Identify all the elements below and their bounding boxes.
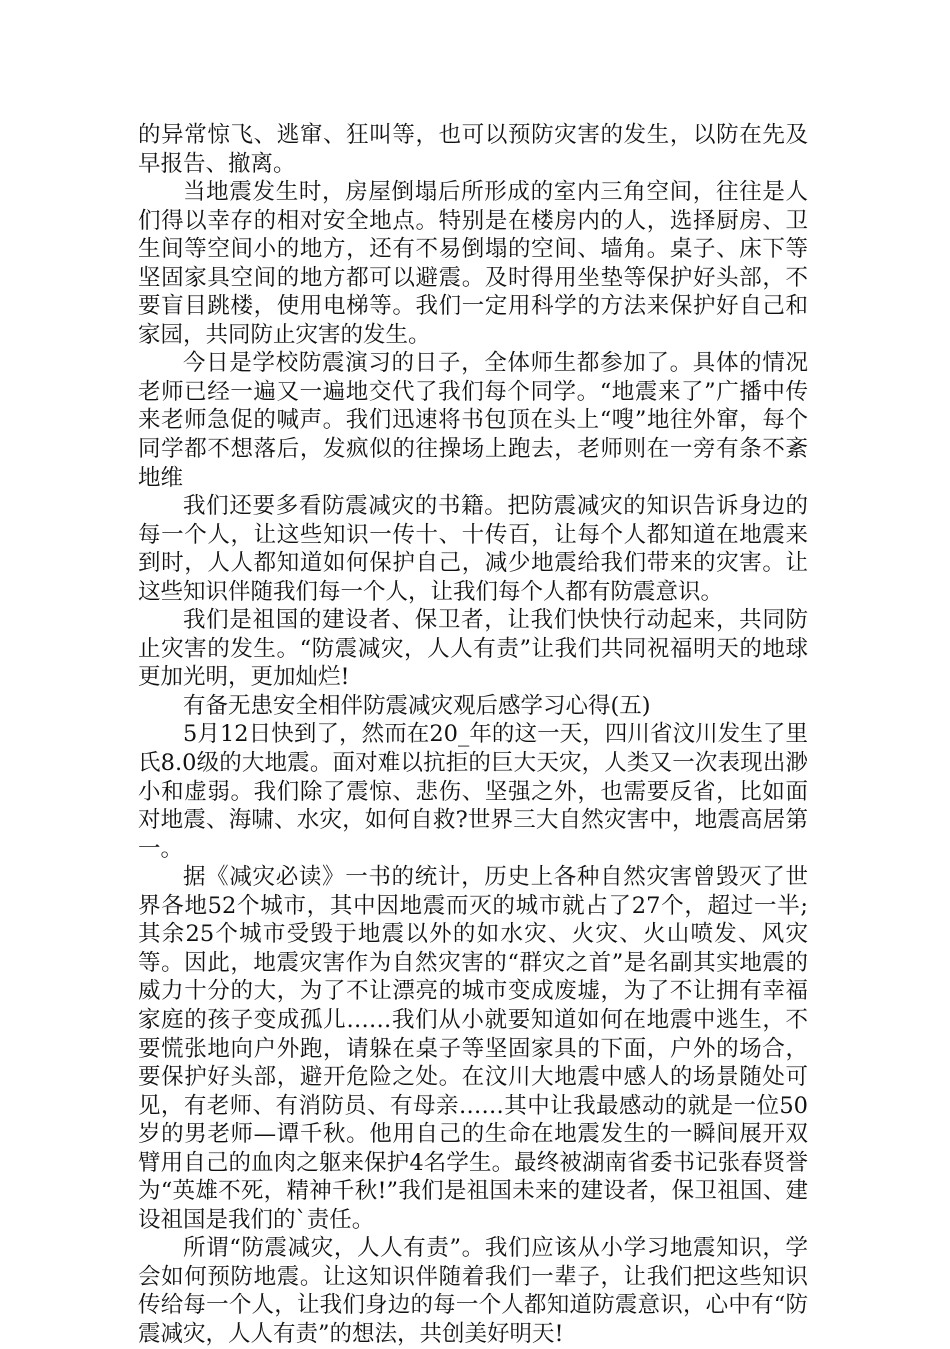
paragraph-builders: 我们是祖国的建设者、保卫者，让我们快快行动起来，共同防止灾害的发生。“防震减灾，人人有责”让我们共同祝福明天的地球更加光明，更加灿烂!: [138, 607, 808, 691]
paragraph-read-books: 我们还要多看防震减灾的书籍。把防震减灾的知识告诉身边的每一个人，让这些知识一传十、十传百，让每个人都知道在地震来到时，人人都知道如何保护自己，减少地震给我们带来的灾害。让这些知识伴随我们每一个人，让我们每个人都有防震意识。: [138, 493, 808, 605]
paragraph-school-drill: 今日是学校防震演习的日子，全体师生都参加了。具体的情况老师已经一遍又一遍地交代了我们每个同学。“地震来了”广播中传来老师急促的喊声。我们迅速将书包顶在头上“嗖”地往外窜，每个同学都不想落后，发疯似的往操场上跑去，老师则在一旁有条不紊地维: [138, 350, 808, 491]
section-heading: 有备无患安全相伴防震减灾观后感学习心得(五): [183, 692, 651, 719]
paragraph-may-12: 5月12日快到了，然而在20_年的这一天，四川省汶川发生了里氏8.0级的大地震。面对难以抗拒的巨大天灾，人类又一次表现出渺小和虚弱。我们除了震惊、悲伤、坚强之外，也需要反省，比如面对地震、海啸、水灾，如何自救?世界三大自然灾害中，地震高居第一。: [138, 721, 808, 862]
document-body: [138, 121, 808, 1349]
paragraph-continuation: 的异常惊飞、逃窜、狂叫等，也可以预防灾害的发生，以防在先及早报告、撤离。: [138, 122, 808, 177]
paragraph-conclusion: 所谓“防震减灾，人人有责”。我们应该从小学习地震知识，学会如何预防地震。让这知识伴随着我们一辈子，让我们把这些知识传给每一个人，让我们身边的每一个人都知道防震意识，心中有“防震减灾，人人有责”的想法，共创美好明天!: [138, 1235, 808, 1347]
paragraph-statistics: 据《减灾必读》一书的统计，历史上各种自然灾害曾毁灭了世界各地52个城市，其中因地震而灭的城市就占了27个，超过一半;其余25个城市受毁于地震以外的如水灾、火灾、火山喷发、风灾等。因此，地震灾害作为自然灾害的“群灾之首”是名副其实地震的威力十分的大，为了不让漂亮的城市变成废墟，为了不让拥有幸福家庭的孩子变成孤儿……我们从小就要知道如何在地震中逃生，不要慌张地向户外跑，请躲在桌子等坚固家具的下面，户外的场合，要保护好头部，避开危险之处。在汶川大地震中感人的场景随处可见，有老师、有消防员、有母亲……其中让我最感动的就是一位50岁的男老师—谭千秋。他用自己的生命在地震发生的一瞬间展开双臂用自己的血肉之躯来保护4名学生。最终被湖南省委书记张春贤誉为“英雄不死，精神千秋!”我们是祖国未来的建设者，保卫祖国、建设祖国是我们的`责任。: [138, 864, 808, 1233]
paragraph-earthquake-shelter: 当地震发生时，房屋倒塌后所形成的室内三角空间，往往是人们得以幸存的相对安全地点。特别是在楼房内的人，选择厨房、卫生间等空间小的地方，还有不易倒塌的空间、墙角。桌子、床下等坚固家具空间的地方都可以避震。及时得用坐垫等保护好头部，不要盲目跳楼，使用电梯等。我们一定用科学的方法来保护好自己和家园，共同防止灾害的发生。: [138, 179, 808, 348]
